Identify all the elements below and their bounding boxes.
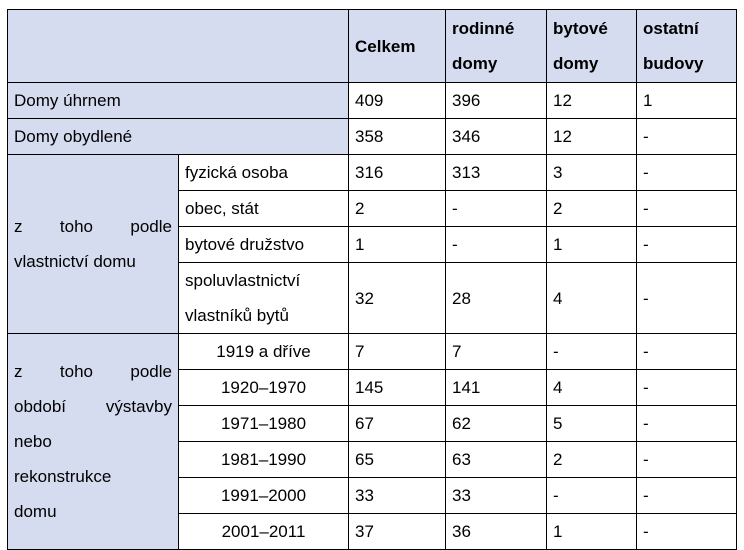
sub-label: fyzická osoba (179, 155, 349, 191)
cell-value: 32 (349, 263, 446, 334)
header-ostatni-budovy: ostatní budovy (637, 10, 737, 83)
cell-value: 62 (446, 406, 547, 442)
cell-value: 316 (349, 155, 446, 191)
cell-value: 409 (349, 83, 446, 119)
cell-value: - (637, 155, 737, 191)
cell-value: - (637, 191, 737, 227)
cell-value: 358 (349, 119, 446, 155)
cell-value: - (637, 370, 737, 406)
cell-value: 313 (446, 155, 547, 191)
row-label-domy-uhrnem: Domy úhrnem (8, 83, 349, 119)
cell-value: - (547, 478, 637, 514)
cell-value: 1 (637, 83, 737, 119)
cell-value: - (637, 263, 737, 334)
cell-value: 33 (349, 478, 446, 514)
header-bytove-domy: bytové domy (547, 10, 637, 83)
cell-value: 7 (446, 334, 547, 370)
sub-label: 2001–2011 (179, 514, 349, 550)
cell-value: - (637, 442, 737, 478)
sub-label: obec, stát (179, 191, 349, 227)
cell-value: 65 (349, 442, 446, 478)
cell-value: 63 (446, 442, 547, 478)
cell-value: 5 (547, 406, 637, 442)
cell-value: 12 (547, 119, 637, 155)
sub-label: 1919 a dříve (179, 334, 349, 370)
cell-value: 37 (349, 514, 446, 550)
header-celkem: Celkem (349, 10, 446, 83)
cell-value: - (446, 227, 547, 263)
cell-value: - (446, 191, 547, 227)
housing-statistics-table (7, 9, 737, 550)
header-row (8, 10, 737, 83)
table-row (8, 83, 737, 119)
cell-value: 2 (349, 191, 446, 227)
group-label-vlastnictvi: z toho podle vlastnictví domu (8, 155, 179, 334)
cell-value: 12 (547, 83, 637, 119)
cell-value: 2 (547, 191, 637, 227)
sub-label: 1981–1990 (179, 442, 349, 478)
cell-value: 36 (446, 514, 547, 550)
sub-label: bytové družstvo (179, 227, 349, 263)
cell-value: 7 (349, 334, 446, 370)
table-row (8, 155, 737, 191)
group-label-obdobi-vystavby: z toho podle období výstavby nebo rekonstrukce domu (8, 334, 179, 550)
sub-label: 1991–2000 (179, 478, 349, 514)
sub-label: 1920–1970 (179, 370, 349, 406)
table-row (8, 119, 737, 155)
cell-value: 33 (446, 478, 547, 514)
cell-value: 2 (547, 442, 637, 478)
cell-value: 1 (547, 227, 637, 263)
cell-value: 4 (547, 263, 637, 334)
cell-value: - (637, 334, 737, 370)
table-row (8, 334, 737, 370)
cell-value: 396 (446, 83, 547, 119)
cell-value: - (637, 406, 737, 442)
cell-value: - (637, 119, 737, 155)
cell-value: 346 (446, 119, 547, 155)
cell-value: - (547, 334, 637, 370)
header-corner-cell (8, 10, 349, 83)
cell-value: 145 (349, 370, 446, 406)
cell-value: 4 (547, 370, 637, 406)
cell-value: 3 (547, 155, 637, 191)
cell-value: 1 (547, 514, 637, 550)
cell-value: 141 (446, 370, 547, 406)
cell-value: 67 (349, 406, 446, 442)
row-label-domy-obydlene: Domy obydlené (8, 119, 349, 155)
cell-value: - (637, 227, 737, 263)
cell-value: - (637, 514, 737, 550)
sub-label: spoluvlastnictví vlastníků bytů (179, 263, 349, 334)
sub-label: 1971–1980 (179, 406, 349, 442)
cell-value: - (637, 478, 737, 514)
cell-value: 28 (446, 263, 547, 334)
cell-value: 1 (349, 227, 446, 263)
header-rodinne-domy: rodinné domy (446, 10, 547, 83)
